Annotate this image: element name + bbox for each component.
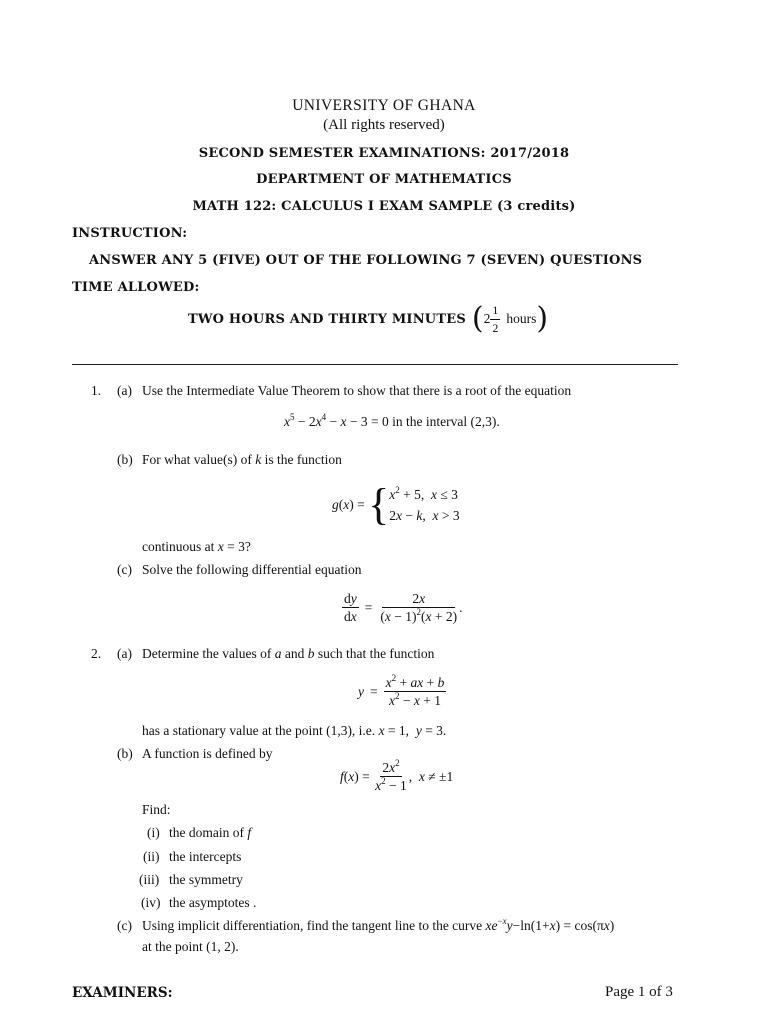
instruction-label: INSTRUCTION:	[72, 226, 188, 241]
q2b-item-iii-text: the symmetry	[169, 872, 243, 887]
right-paren: )	[536, 301, 549, 336]
q2a-stationary-text: has a stationary value at the point (1,3), i.e.	[142, 723, 376, 738]
q2b-item-iv-label: (iv)	[141, 895, 161, 910]
q2b-find: Find:	[142, 802, 171, 817]
rights-notice: (All rights reserved)	[323, 117, 445, 133]
q1b-text	[142, 452, 342, 468]
semester-title: SECOND SEMESTER EXAMINATIONS: 2017/2018	[198, 146, 570, 161]
time-fraction-num: 1	[490, 303, 500, 320]
q2b-label: (b)	[117, 746, 133, 761]
course-title: MATH 122: CALCULUS I EXAM SAMPLE (3 credits)	[192, 199, 576, 214]
q2a-var-a: a	[274, 646, 282, 661]
time-allowed	[188, 298, 548, 340]
header-divider	[72, 364, 678, 365]
time-fraction-den: 2	[492, 320, 499, 335]
q1b-continuous: continuous at x = 3?	[142, 539, 251, 554]
q1b-text-post: is the function	[264, 452, 342, 467]
time-unit: hours	[506, 311, 537, 326]
q2c-text: Using implicit differentiation, find the tangent line to the curve $xe^{-x}y-\ln(1+x) = \cos(\pi x)$	[142, 916, 615, 933]
q2b-item-i: the domain of f	[169, 825, 252, 840]
q2a-text	[142, 646, 434, 662]
q1-number: 1.	[91, 383, 102, 398]
q2b-function: f(x) = $\frac{2x^2}{x^2 - 1}$ , x ≠ ±1	[340, 758, 454, 793]
q2a-stationary: has a stationary value at the point (1,3), i.e. x = 1, y = 3.	[142, 723, 447, 738]
q1b-brace: {	[368, 480, 390, 529]
q1a-text: Use the Intermediate Value Theorem to show that there is a root of the equation	[142, 383, 572, 398]
q1b-text-pre: For what value(s) of	[142, 452, 252, 467]
university-name: UNIVERSITY OF GHANA	[292, 97, 476, 114]
q1b-var: k	[255, 452, 262, 467]
q1b-piecewise: g(x) = { $x^2 + 5$, x ≤ 3 2x − k, x > 3	[332, 480, 460, 529]
q2c-label: (c)	[117, 918, 132, 933]
instruction-text: ANSWER ANY 5 (FIVE) OUT OF THE FOLLOWING 7 (SEVEN) QUESTIONS	[89, 253, 643, 268]
q2c-point: at the point (1, 2).	[142, 939, 239, 954]
q2a-text-2: and	[284, 646, 305, 661]
time-label: TIME ALLOWED:	[72, 280, 200, 295]
q2b-text: A function is defined by	[142, 746, 273, 761]
q2-number: 2.	[91, 646, 102, 661]
q1c-text: Solve the following differential equation	[142, 562, 362, 577]
time-fraction	[490, 303, 500, 336]
q2a-var-b: b	[307, 646, 315, 661]
q1a-label: (a)	[117, 383, 132, 398]
q2a-text-3: such that the function	[317, 646, 435, 661]
left-paren: (	[471, 301, 484, 336]
time-text: TWO HOURS AND THIRTY MINUTES	[188, 311, 466, 327]
q2a-label: (a)	[117, 646, 132, 661]
q1c-label: (c)	[117, 562, 132, 577]
q1a-equation: $x^5 - 2x^4 - x - 3 = 0$ in the interval (2,3).	[284, 412, 500, 429]
q1a-interval: in the interval (2,3).	[392, 414, 500, 429]
q2a-text-1: Determine the values of	[142, 646, 272, 661]
department-title: DEPARTMENT OF MATHEMATICS	[256, 172, 512, 187]
q2c-text-main: Using implicit differentiation, find the tangent line to the curve	[142, 918, 483, 933]
q2b-item-iii-label: (iii)	[139, 872, 160, 887]
q1b-label: (b)	[117, 452, 133, 467]
examiners-label: EXAMINERS:	[72, 985, 173, 1001]
q2a-function: y = $\frac{x^2 + ax + b}{x^2 - x + 1}$	[358, 673, 445, 708]
q2b-item-iv-text: the asymptotes .	[169, 895, 257, 910]
time-whole: 2	[483, 311, 491, 326]
q2b-item-ii-text: the intercepts	[169, 849, 242, 864]
q2b-item-i-text: the domain of	[169, 825, 244, 840]
q1b-continuous-text: continuous at	[142, 539, 215, 554]
q2b-item-ii-label: (ii)	[143, 849, 160, 864]
q2b-item-i-label: (i)	[147, 825, 160, 840]
page-number: Page 1 of 3	[605, 984, 673, 1000]
q1c-equation: $\frac{dy}{dx}$ = $\frac{2x}{(x - 1)^2(x + 2)}$ .	[344, 591, 463, 624]
